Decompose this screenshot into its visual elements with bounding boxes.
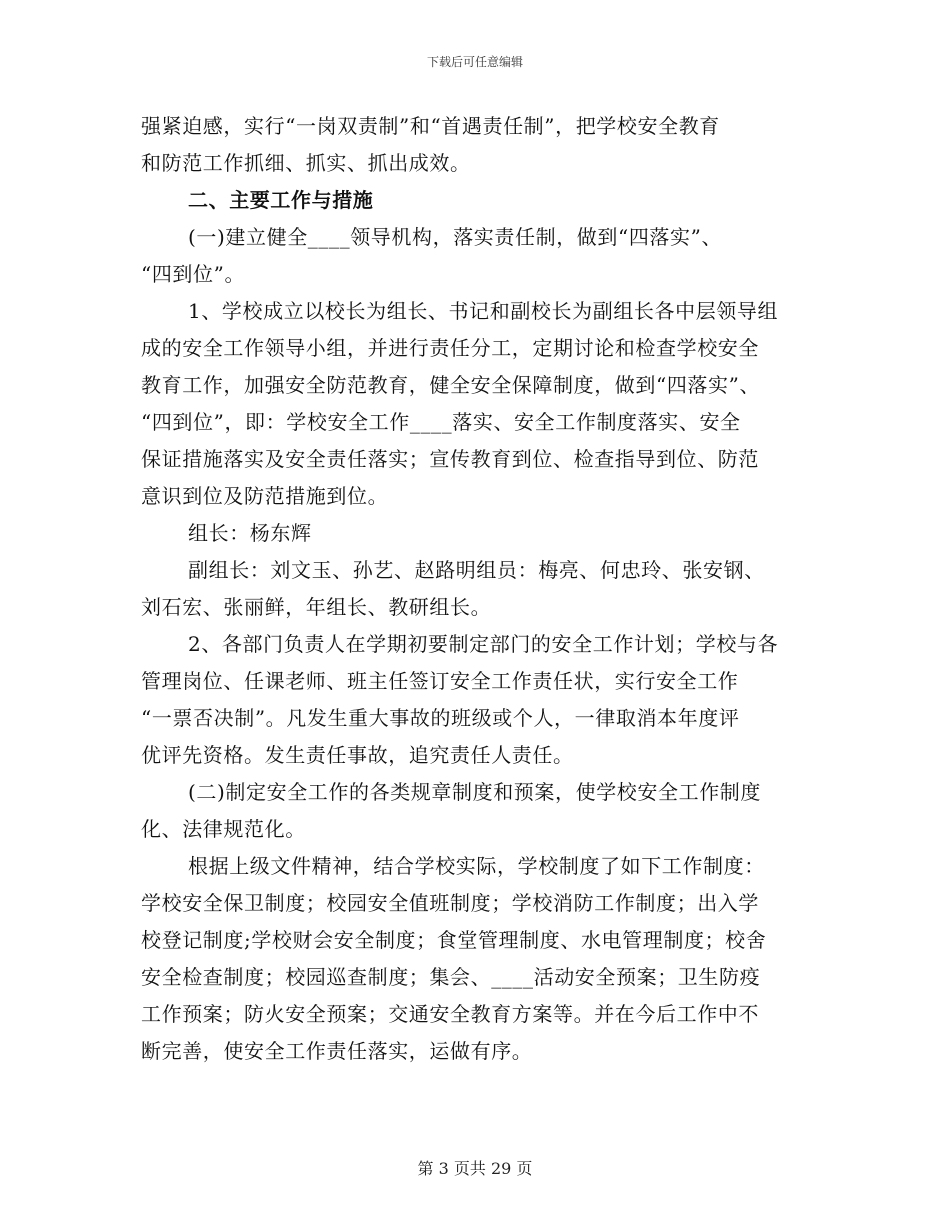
text-line: 断完善，使安全工作责任落实，运做有序。: [141, 1039, 533, 1063]
text-line: “四到位”，即：学校安全工作____落实、安全工作制度落实、安全: [141, 410, 741, 434]
text-line: “一票否决制”。凡发生重大事故的班级或个人，一律取消本年度评: [141, 706, 740, 730]
text-line: 和防范工作抓细、抓实、抓出成效。: [141, 151, 471, 175]
page-header: 下载后可任意编辑: [426, 55, 523, 69]
text-line: 组长：杨东辉: [188, 521, 312, 545]
text-line: 校登记制度;学校财会安全制度；食堂管理制度、水电管理制度；校舍: [141, 928, 767, 952]
text-line: 工作预案；防火安全预案；交通安全教育方案等。并在今后工作中不: [141, 1002, 759, 1026]
text-line: 副组长：刘文玉、孙艺、赵路明组员：梅亮、何忠玲、张安钢、: [188, 558, 765, 582]
document-body: [141, 108, 813, 1070]
text-line: 意识到位及防范措施到位。: [141, 484, 389, 508]
text-line: (二)制定安全工作的各类规章制度和预案，使学校安全工作制度: [188, 780, 762, 804]
page-footer: 第 3 页共 29 页: [417, 1159, 533, 1178]
text-line: “四到位”。: [141, 262, 246, 286]
text-line: 学校安全保卫制度；校园安全值班制度；学校消防工作制度；出入学: [141, 891, 759, 915]
text-line: 化、法律规范化。: [141, 817, 306, 841]
text-line: 保证措施落实及安全责任落实；宣传教育到位、检查指导到位、防范: [141, 447, 759, 471]
text-line: (一)建立健全____领导机构，落实责任制，做到“四落实”、: [188, 225, 723, 249]
text-line: 管理岗位、任课老师、班主任签订安全工作责任状，实行安全工作: [141, 669, 739, 693]
text-line: 优评先资格。发生责任事故，追究责任人责任。: [141, 743, 574, 767]
text-line: 安全检查制度；校园巡查制度；集会、____活动安全预案；卫生防疫: [141, 965, 761, 989]
text-line: 刘石宏、张丽鲜，年组长、教研组长。: [141, 595, 492, 619]
text-line: 强紧迫感，实行“一岗双责制”和“首遇责任制”，把学校安全教育: [141, 114, 720, 138]
text-line: 1、学校成立以校长为组长、书记和副校长为副组长各中层领导组: [188, 299, 779, 323]
text-line: 2、各部门负责人在学期初要制定部门的安全工作计划；学校与各: [188, 632, 779, 656]
text-line: 教育工作，加强安全防范教育，健全安全保障制度，做到“四落实”、: [141, 373, 761, 397]
section-heading: 二、主要工作与措施: [188, 188, 374, 212]
text-line: 根据上级文件精神，结合学校实际，学校制度了如下工作制度：: [188, 854, 765, 878]
text-line: 成的安全工作领导小组，并进行责任分工，定期讨论和检查学校安全: [141, 336, 759, 360]
